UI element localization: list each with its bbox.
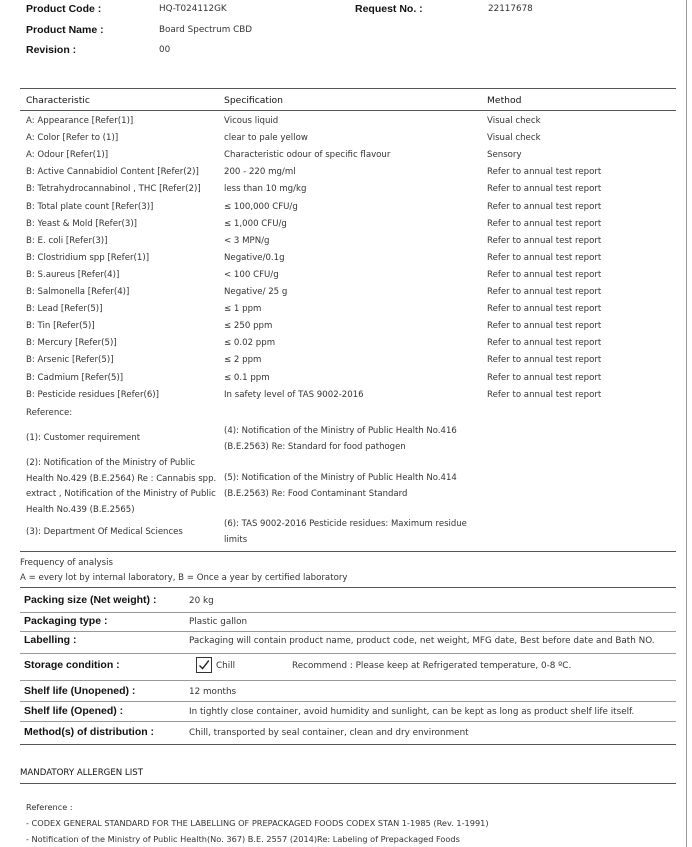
spec-row-8-method: Refer to annual test report xyxy=(487,235,602,246)
storage-rule xyxy=(20,680,676,681)
frequency-title: Frequency of analysis xyxy=(20,558,113,568)
packaging-type-rule xyxy=(20,631,676,632)
spec-row-4-method: Refer to annual test report xyxy=(487,167,602,178)
spec-row-11-method: Refer to annual test report xyxy=(487,287,602,297)
revision-label: Revision : xyxy=(26,44,77,56)
spec-row-6-method: Refer to annual test report xyxy=(487,201,602,212)
request-no-label: Request No. : xyxy=(355,3,423,15)
packaging-type-value: Plastic gallon xyxy=(189,617,248,627)
spec-row-9-specification: Negative/0.1g xyxy=(224,252,285,263)
shelf-unopened-label: Shelf life (Unopened) : xyxy=(24,685,136,697)
reference-2: (2): Notification of the Ministry of Public Health No.429 (B.E.2564) Re : Cannabis spp. extract , Notification of the Ministry of Public Health No.439 (B.E.2565) xyxy=(26,458,217,515)
spec-row-6-characteristic: B: Total plate count [Refer(3)] xyxy=(26,201,154,212)
reference-label: Reference: xyxy=(26,408,73,418)
spec-row-12-specification: ≤ 1 ppm xyxy=(224,304,262,315)
spec-row-13-specification: ≤ 250 ppm xyxy=(224,321,273,332)
product-code-label: Product Code : xyxy=(26,3,102,15)
spec-row-2-method: Visual check xyxy=(487,133,541,144)
spec-row-12-method: Refer to annual test report xyxy=(487,304,602,315)
spec-row-5-method: Refer to annual test report xyxy=(487,184,602,195)
reference-3: (3): Department Of Medical Sciences xyxy=(26,527,183,537)
shelf-opened-rule xyxy=(20,721,676,722)
spec-row-5-specification: less than 10 mg/kg xyxy=(224,184,307,195)
spec-row-16-method: Refer to annual test report xyxy=(487,372,602,383)
frequency-legend: A = every lot by internal laboratory, B = Once a year by certified laboratory xyxy=(20,573,348,583)
spec-row-7-characteristic: B: Yeast & Mold [Refer(3)] xyxy=(26,218,138,229)
packing-size-value: 20 kg xyxy=(189,596,214,606)
allergen-rule xyxy=(20,783,676,784)
spec-row-13-method: Refer to annual test report xyxy=(487,321,602,332)
col-header-method: Method xyxy=(487,95,522,106)
spec-row-17-method: Refer to annual test report xyxy=(487,389,602,400)
allergen-reference-label: Reference : xyxy=(26,802,73,812)
request-no-value: 22117678 xyxy=(488,4,533,14)
allergen-reference-1: - CODEX GENERAL STANDARD FOR THE LABELLING OF PREPACKAGED FOODS CODEX STAN 1-1985 (Rev. 1-1991) xyxy=(26,818,489,828)
spec-row-3-characteristic: A: Odour [Refer(1)] xyxy=(26,150,109,161)
reference-1: (1): Customer requirement xyxy=(26,433,141,443)
spec-row-4-specification: 200 - 220 mg/ml xyxy=(224,167,296,178)
spec-row-15-specification: ≤ 2 ppm xyxy=(224,355,262,366)
labelling-value: Packaging will contain product name, product code, net weight, MFG date, Best before date and Bath NO. xyxy=(189,636,655,646)
spec-row-9-method: Refer to annual test report xyxy=(487,252,602,263)
storage-chill-checkbox[interactable] xyxy=(196,657,212,673)
distribution-label: Method(s) of distribution : xyxy=(24,726,155,738)
page-right-border xyxy=(686,0,687,847)
storage-note: Recommend : Please keep at Refrigerated temperature, 0-8 ºC. xyxy=(292,661,572,671)
packaging-type-label: Packaging type : xyxy=(24,615,108,627)
spec-row-14-characteristic: B: Mercury [Refer(5)] xyxy=(26,338,117,349)
table-bottom-rule xyxy=(20,551,676,552)
spec-row-3-method: Sensory xyxy=(487,150,522,161)
reference-6: (6): TAS 9002-2016 Pesticide residues: Maximum residue limits xyxy=(224,519,467,545)
spec-row-16-specification: ≤ 0.1 ppm xyxy=(224,372,270,383)
spec-row-2-specification: clear to pale yellow xyxy=(224,133,308,144)
reference-5: (5): Notification of the Ministry of Public Health No.414 (B.E.2563) Re: Food Contaminant Standard xyxy=(224,473,457,499)
allergen-reference-2: - Notification of the Ministry of Public Health(No. 367) B.E. 2557 (2014)Re: Labeling of Prepackaged Foods xyxy=(26,834,460,844)
spec-row-16-characteristic: B: Cadmium [Refer(5)] xyxy=(26,372,124,383)
shelf-unopened-value: 12 months xyxy=(189,687,237,697)
spec-row-15-characteristic: B: Arsenic [Refer(5)] xyxy=(26,355,114,366)
spec-row-11-characteristic: B: Salmonella [Refer(4)] xyxy=(26,287,130,297)
spec-row-3-specification: Characteristic odour of specific flavour xyxy=(224,150,391,161)
spec-row-17-characteristic: B: Pesticide residues [Refer(6)] xyxy=(26,389,159,400)
spec-row-5-characteristic: B: Tetrahydrocannabinol , THC [Refer(2)] xyxy=(26,184,201,195)
shelf-opened-label: Shelf life (Opened) : xyxy=(24,705,124,717)
col-header-characteristic: Characteristic xyxy=(26,95,90,106)
packing-bottom-rule xyxy=(20,744,676,745)
spec-row-1-specification: Vicous liquid xyxy=(224,116,279,126)
spec-row-1-characteristic: A: Appearance [Refer(1)] xyxy=(26,116,134,126)
labelling-rule xyxy=(20,653,676,654)
spec-row-4-characteristic: B: Active Cannabidiol Content [Refer(2)] xyxy=(26,167,199,178)
labelling-label: Labelling : xyxy=(24,634,77,646)
spec-row-8-characteristic: B: E. coli [Refer(3)] xyxy=(26,235,108,246)
spec-row-7-method: Refer to annual test report xyxy=(487,218,602,229)
packing-size-label: Packing size (Net weight) : xyxy=(24,594,157,606)
table-header-rule xyxy=(20,110,676,111)
spec-row-11-specification: Negative/ 25 g xyxy=(224,287,288,297)
storage-condition-label: Storage condition : xyxy=(24,659,120,671)
col-header-specification: Specification xyxy=(224,95,283,106)
packing-size-rule xyxy=(20,612,676,613)
reference-4: (4): Notification of the Ministry of Public Health No.416 (B.E.2563) Re: Standard for food pathogen xyxy=(224,426,457,452)
spec-row-2-characteristic: A: Color [Refer to (1)] xyxy=(26,133,119,144)
storage-chill-label: Chill xyxy=(216,661,236,671)
allergen-title: MANDATORY ALLERGEN LIST xyxy=(20,768,143,778)
frequency-rule xyxy=(20,587,676,588)
product-name-value: Board Spectrum CBD xyxy=(159,25,253,35)
spec-row-14-specification: ≤ 0.02 ppm xyxy=(224,338,276,349)
spec-row-8-specification: < 3 MPN/g xyxy=(224,235,270,246)
checkmark-icon xyxy=(197,658,211,672)
revision-value: 00 xyxy=(159,45,171,55)
spec-row-14-method: Refer to annual test report xyxy=(487,338,602,349)
spec-row-7-specification: ≤ 1,000 CFU/g xyxy=(224,218,287,229)
spec-row-12-characteristic: B: Lead [Refer(5)] xyxy=(26,304,103,315)
distribution-value: Chill, transported by seal container, clean and dry environment xyxy=(189,728,469,738)
spec-row-6-specification: ≤ 100,000 CFU/g xyxy=(224,201,298,212)
spec-row-10-specification: < 100 CFU/g xyxy=(224,269,279,280)
spec-row-9-characteristic: B: Clostridium spp [Refer(1)] xyxy=(26,252,150,263)
spec-row-10-characteristic: B: S.aureus [Refer(4)] xyxy=(26,269,120,280)
shelf-unopened-rule xyxy=(20,701,676,702)
shelf-opened-value: In tightly close container, avoid humidity and sunlight, can be kept as long as product shelf life itself. xyxy=(189,707,635,717)
spec-row-17-specification: In safety level of TAS 9002-2016 xyxy=(224,389,364,400)
spec-row-13-characteristic: B: Tin [Refer(5)] xyxy=(26,321,95,332)
product-name-label: Product Name : xyxy=(26,24,104,36)
spec-row-15-method: Refer to annual test report xyxy=(487,355,602,366)
spec-row-1-method: Visual check xyxy=(487,116,541,126)
table-top-rule xyxy=(20,88,676,89)
product-code-value: HQ-T024112GK xyxy=(159,4,227,14)
spec-row-10-method: Refer to annual test report xyxy=(487,269,602,280)
